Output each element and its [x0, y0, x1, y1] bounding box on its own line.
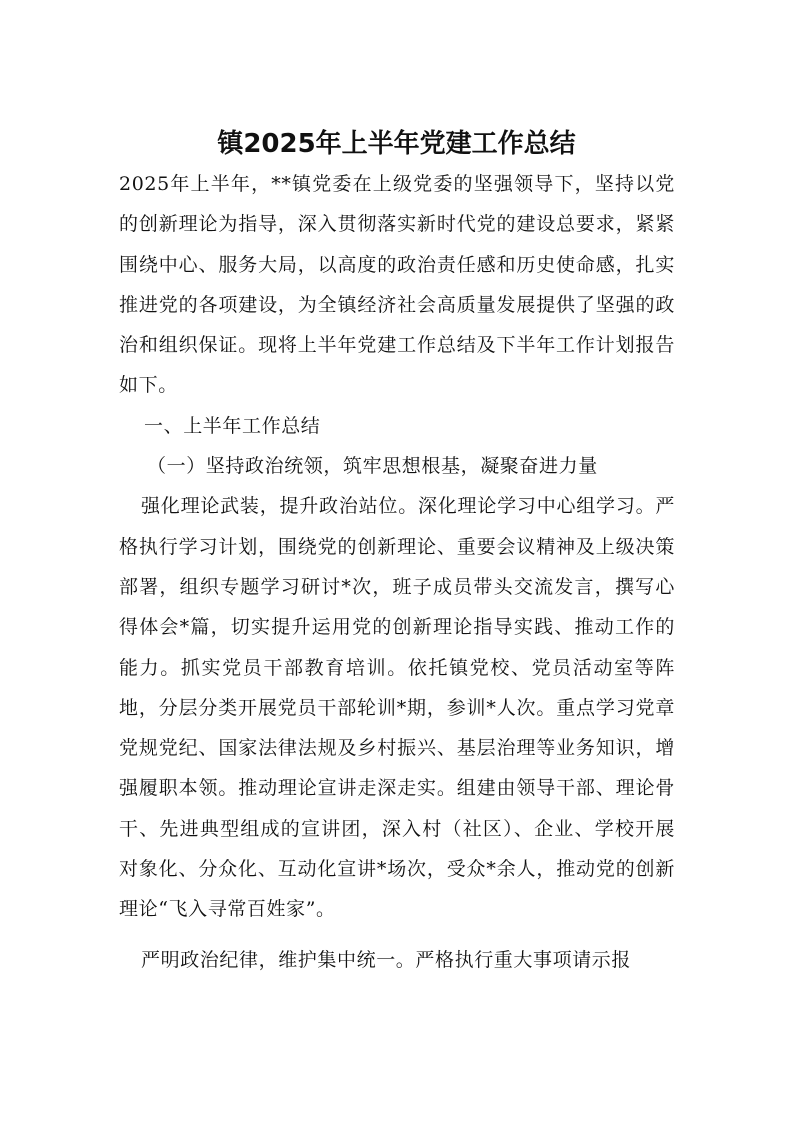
section-heading: 一、上半年工作总结 [144, 414, 321, 437]
document-title: 镇2025年上半年党建工作总结 [217, 129, 576, 159]
paragraph-spacer [119, 930, 675, 940]
subsection-heading: （一）坚持政治统领，筑牢思想根基，凝聚奋进力量 [147, 455, 598, 478]
body-paragraph: 强化理论武装，提升政治站位。深化理论学习中心组学习。严格执行学习计划，围绕党的创新理论、重要会议精神及上级决策部署，组织专题学习研讨*次，班子成员带头交流发言，撰写心得体会*篇，切实提升运用党的创新理论指导实践、推动工作的能力。抓实党员干部教育培训。依托镇党校、党员活动室等阵地，分层分类开展党员干部轮训*期，参训*人次。重点学习党章党规党纪、国家法律法规及乡村振兴、基层治理等业务知识，增强履职本领。推动理论宣讲走深走实。组建由领导干部、理论骨干、先进典型组成的宣讲团，深入村（社区）、企业、学校开展对象化、分众化、互动化宣讲*场次，受众*余人，推动党的创新理论“飞入寻常百姓家”。 [119, 495, 675, 921]
document-body [119, 164, 675, 980]
body-paragraph-continued: 严明政治纪律，维护集中统一。严格执行重大事项请示报 [141, 948, 632, 971]
intro-paragraph: 2025年上半年，**镇党委在上级党委的坚强领导下，坚持以党的创新理论为指导，深入贯彻落实新时代党的建设总要求，紧紧围绕中心、服务大局，以高度的政治责任感和历史使命感，扎实推进党的各项建设，为全镇经济社会高质量发展提供了坚强的政治和组织保证。现将上半年党建工作总结及下半年工作计划报告如下。 [119, 173, 675, 397]
